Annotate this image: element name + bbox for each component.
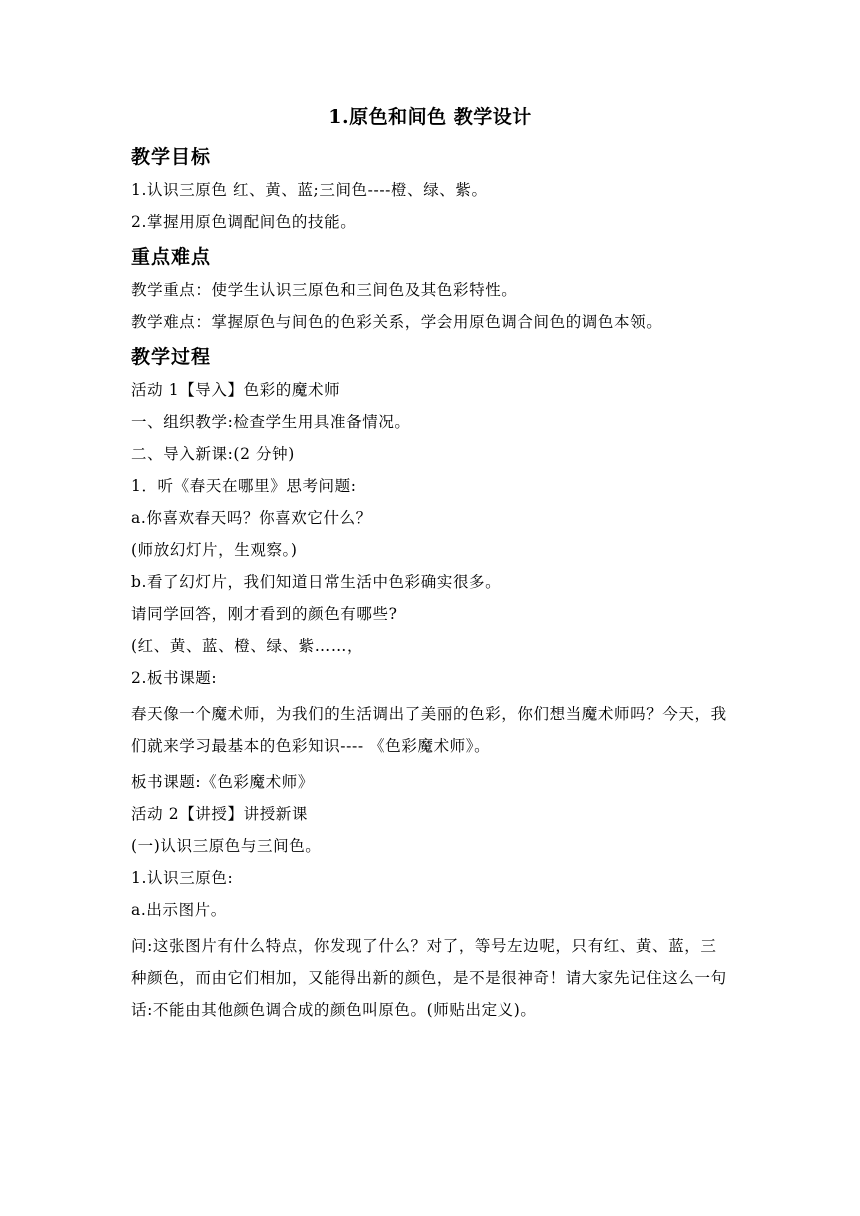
process-line-7: b.看了幻灯片，我们知道日常生活中色彩确实很多。 xyxy=(131,573,502,591)
paragraph-question: 问:这张图片有什么特点，你发现了什么？对了，等号左边呢，只有红、黄、蓝，三种颜色，而由它们相加，又能得出新的颜色，是不是很神奇！请大家先记住这么一句话:不能由其他颜色调合成的颜色叫原色。(师贴出定义)。 xyxy=(131,937,727,1019)
process-after-line-4: 1.认识三原色: xyxy=(131,869,234,887)
process-line-9: (红、黄、蓝、橙、绿、紫……， xyxy=(131,637,364,655)
process-line-3: 二、导入新课:(2 分钟) xyxy=(131,445,295,463)
process-line-2: 一、组织教学:检查学生用具准备情况。 xyxy=(131,413,411,431)
process-line-6: (师放幻灯片，生观察。) xyxy=(131,541,298,559)
process-line-8: 请同学回答，刚才看到的颜色有哪些? xyxy=(131,605,398,623)
document-title: 1.原色和间色 教学设计 xyxy=(328,106,532,128)
paragraph-spring: 春天像一个魔术师，为我们的生活调出了美丽的色彩，你们想当魔术师吗？今天，我们就来学习最基本的色彩知识---- 《色彩魔术师》。 xyxy=(131,705,727,755)
key-point-line-1: 教学重点：使学生认识三原色和三间色及其色彩特性。 xyxy=(131,281,518,299)
key-point-line-2: 教学难点：掌握原色与间色的色彩关系，学会用原色调合间色的调色本领。 xyxy=(131,313,663,331)
section-heading-process: 教学过程 xyxy=(131,346,212,368)
goal-line-2: 2.掌握用原色调配间色的技能。 xyxy=(131,213,357,231)
document-body xyxy=(131,142,731,1034)
section-heading-key-points: 重点难点 xyxy=(131,246,212,268)
process-line-4: 1．听《春天在哪里》思考问题: xyxy=(131,477,357,495)
process-after-line-5: a.出示图片。 xyxy=(131,901,227,919)
goal-line-1: 1.认识三原色 红、黄、蓝;三间色----橙、绿、紫。 xyxy=(131,181,488,199)
section-heading-goals: 教学目标 xyxy=(131,146,212,168)
process-line-5: a.你喜欢春天吗？你喜欢它什么？ xyxy=(131,509,372,527)
process-after-line-1: 板书课题:《色彩魔术师》 xyxy=(131,773,314,791)
process-after-line-2: 活动 2【讲授】讲授新课 xyxy=(131,805,308,823)
process-after-line-3: (一)认识三原色与三间色。 xyxy=(131,837,322,855)
process-line-1: 活动 1【导入】色彩的魔术师 xyxy=(131,381,341,399)
process-line-10: 2.板书课题: xyxy=(131,669,218,687)
